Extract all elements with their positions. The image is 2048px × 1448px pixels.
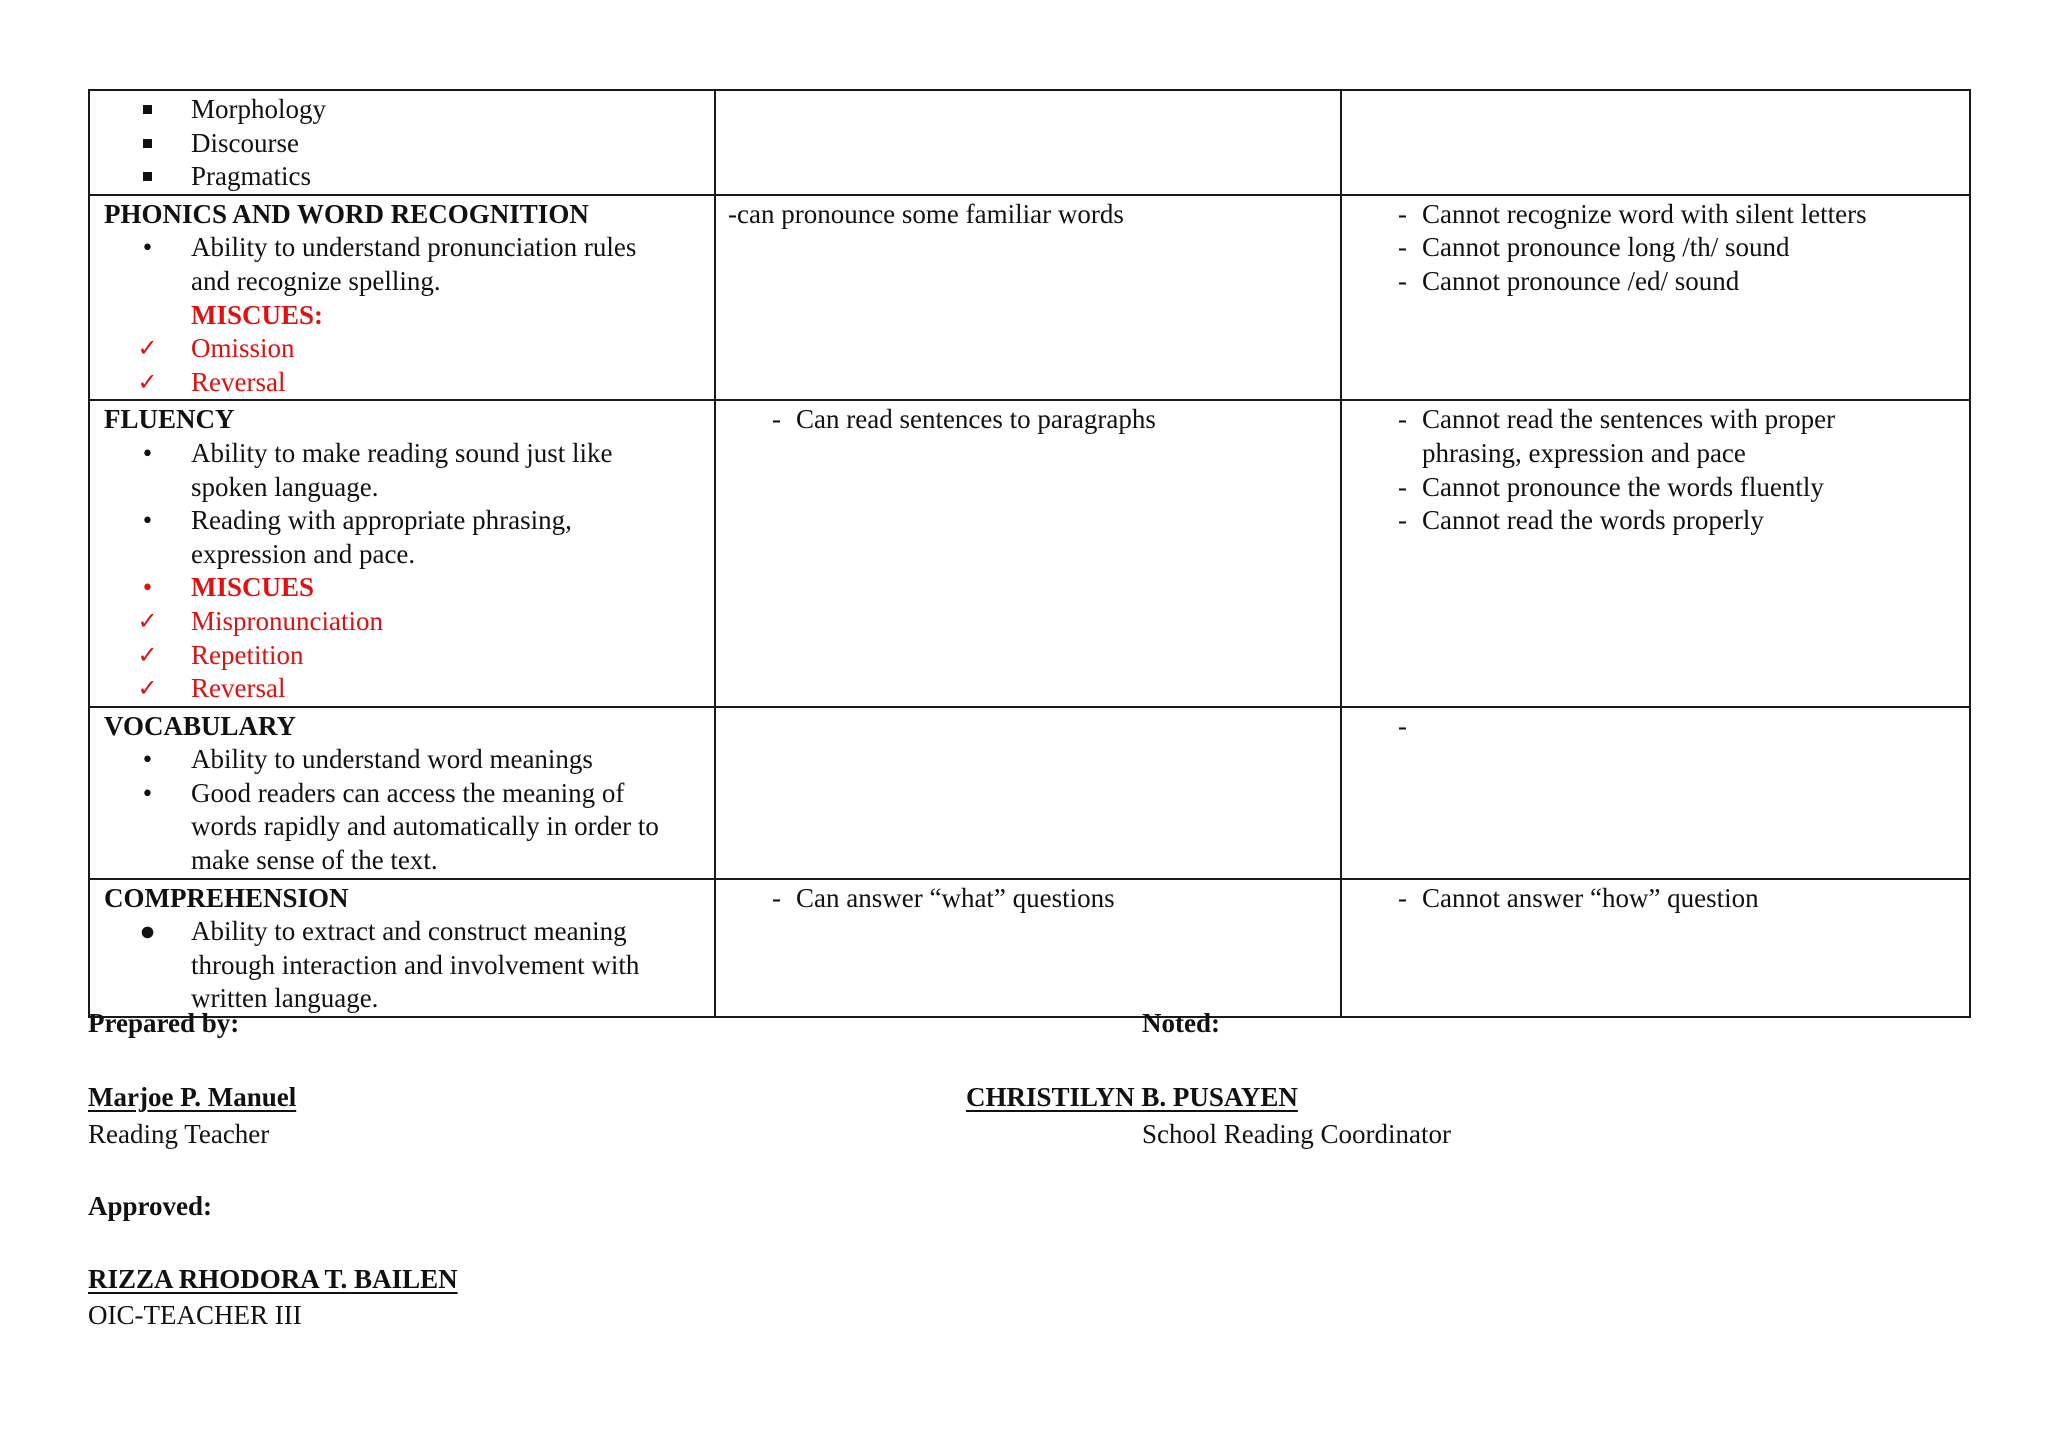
cell-skill bbox=[89, 90, 715, 195]
prepared-by-label: Prepared by: bbox=[88, 1008, 240, 1038]
noted-name: CHRISTILYN B. PUSAYEN bbox=[966, 1082, 1298, 1112]
noted-role: School Reading Coordinator bbox=[1142, 1119, 1451, 1149]
table-row-phonics bbox=[89, 195, 1970, 401]
bullet-icon: • bbox=[142, 505, 153, 536]
square-bullet-icon bbox=[104, 93, 191, 127]
approved-role: OIC-TEACHER III bbox=[88, 1300, 302, 1330]
check-icon: ✓ bbox=[137, 367, 158, 396]
cell-strengths bbox=[715, 707, 1341, 879]
cell-skill: FLUENCY • Ability to make reading sound just like spoken language. • Reading with appropriate phrasing, expression and pace. • MISCUES ✓ Mispronunciation ✓ Repetition ✓ Reversal bbox=[89, 400, 715, 706]
bullet-icon: ● bbox=[139, 916, 156, 947]
cell-strengths: - Can answer “what” questions bbox=[715, 879, 1341, 1017]
square-bullet-icon bbox=[104, 127, 191, 161]
skill-heading: VOCABULARY bbox=[104, 710, 297, 741]
list-item: Discourse bbox=[104, 127, 702, 161]
noted-label: Noted: bbox=[1142, 1008, 1220, 1038]
cell-strengths: -can pronounce some familiar words bbox=[715, 195, 1341, 401]
square-bullet-icon bbox=[104, 160, 191, 194]
bullet-icon: • bbox=[142, 744, 153, 775]
bullet-icon: • bbox=[142, 232, 153, 263]
list-item: Pragmatics bbox=[104, 160, 702, 194]
assessment-table bbox=[88, 89, 1971, 1018]
approved-label: Approved: bbox=[88, 1191, 213, 1221]
cell-weaknesses: - Cannot answer “how” question bbox=[1341, 879, 1970, 1017]
bullet-icon: • bbox=[142, 777, 153, 808]
cell-weaknesses: - Cannot recognize word with silent letters - Cannot pronounce long /th/ sound - Cannot pronounce /ed/ sound bbox=[1341, 195, 1970, 401]
table-row-vocabulary bbox=[89, 707, 1970, 879]
skill-heading: COMPREHENSION bbox=[104, 882, 349, 913]
cell-strengths bbox=[715, 90, 1341, 195]
cell-weaknesses: - Cannot read the sentences with proper phrasing, expression and pace - Cannot pronounce the words fluently - Cannot read the words properly bbox=[1341, 400, 1970, 706]
cell-skill: PHONICS AND WORD RECOGNITION • Ability to understand pronunciation rules and recognize spelling. MISCUES: ✓ Omission ✓ Reversal bbox=[89, 195, 715, 401]
table-row-fluency bbox=[89, 400, 1970, 706]
approved-name: RIZZA RHODORA T. BAILEN bbox=[88, 1264, 458, 1294]
table-row-comprehension bbox=[89, 879, 1970, 1017]
skill-heading: FLUENCY bbox=[104, 404, 235, 435]
skill-heading: PHONICS AND WORD RECOGNITION bbox=[104, 198, 589, 229]
table-row-linguistics bbox=[89, 90, 1970, 195]
miscues-label: MISCUES: bbox=[191, 299, 324, 330]
cell-weaknesses bbox=[1341, 90, 1970, 195]
cell-skill: VOCABULARY • Ability to understand word meanings • Good readers can access the meaning of words rapidly and automatically in order to make sense of the text. bbox=[89, 707, 715, 879]
prepared-by-role: Reading Teacher bbox=[88, 1119, 270, 1149]
bullet-icon: • bbox=[142, 437, 153, 468]
check-icon: ✓ bbox=[137, 606, 158, 635]
check-icon: ✓ bbox=[137, 640, 158, 669]
list-item: Morphology bbox=[104, 93, 702, 127]
prepared-by-name: Marjoe P. Manuel bbox=[88, 1082, 297, 1112]
cell-strengths: - Can read sentences to paragraphs bbox=[715, 400, 1341, 706]
check-icon: ✓ bbox=[137, 334, 158, 363]
cell-skill: COMPREHENSION ● Ability to extract and construct meaning through interaction and involvement with written language. bbox=[89, 879, 715, 1017]
bullet-icon: • bbox=[142, 572, 153, 603]
cell-weaknesses: - bbox=[1341, 707, 1970, 879]
check-icon: ✓ bbox=[137, 674, 158, 703]
miscues-label: MISCUES bbox=[191, 572, 315, 603]
